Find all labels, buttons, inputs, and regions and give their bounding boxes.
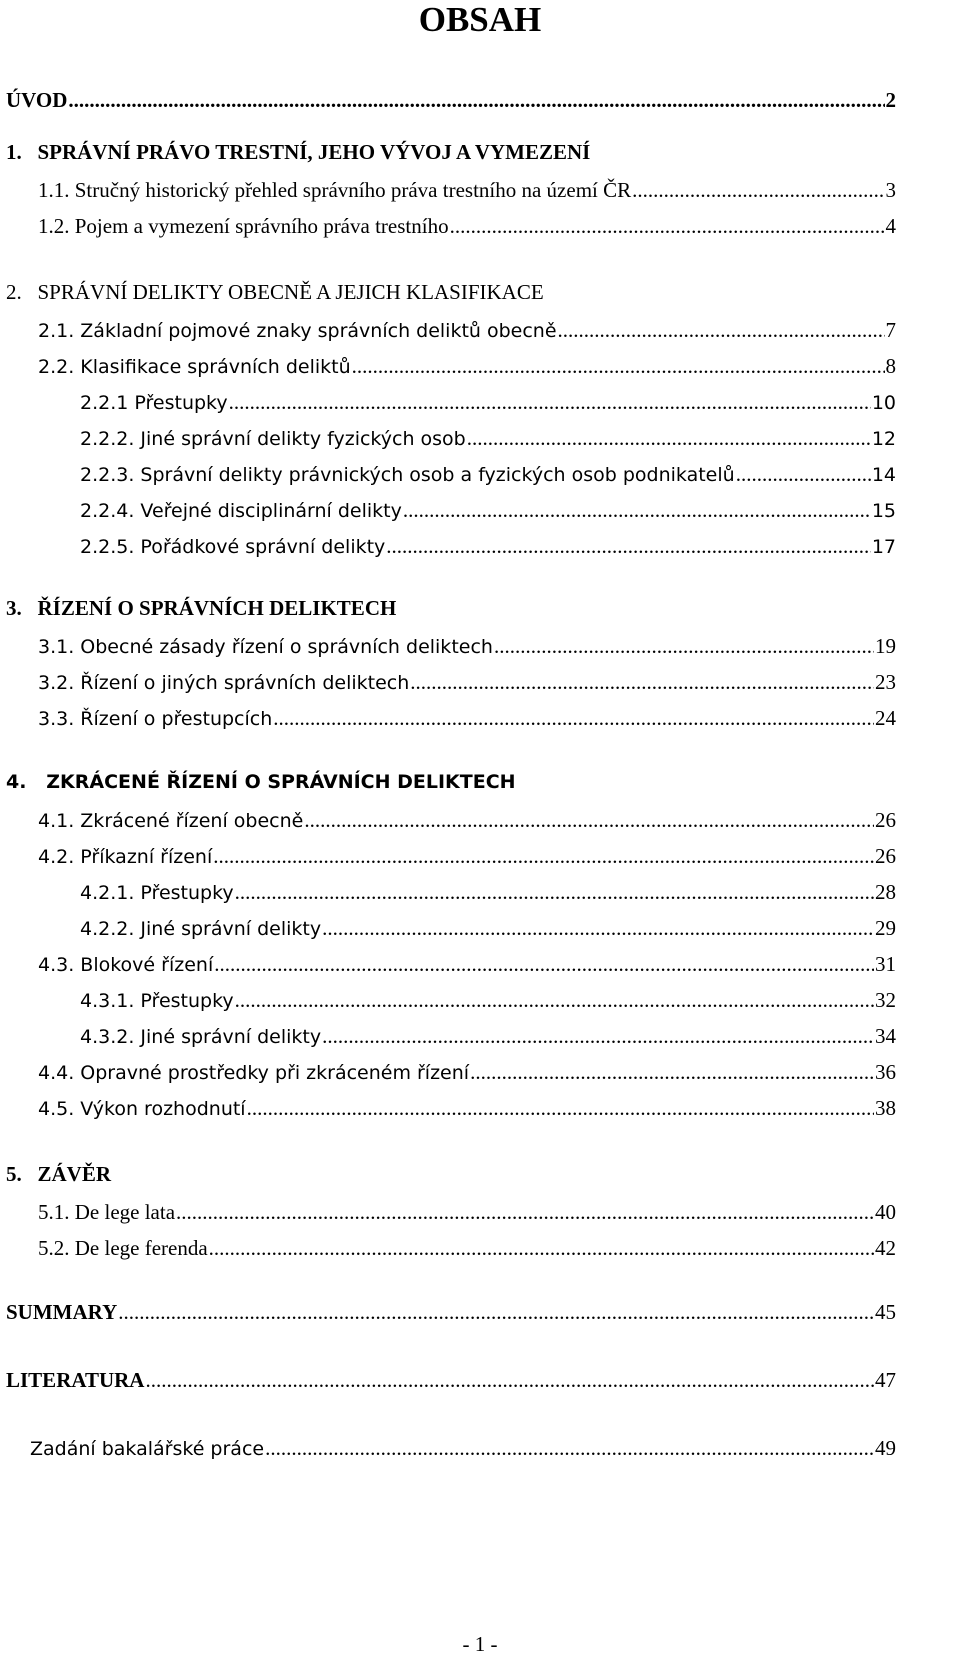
dot-leader <box>235 986 874 1014</box>
dot-leader <box>736 460 871 488</box>
toc-entry-label: 5.1. De lege lata <box>38 1200 176 1224</box>
toc-entry-page: 32 <box>875 988 896 1012</box>
toc-entry-label: ÚVOD <box>6 88 68 112</box>
toc-entry-label: 5.2. De lege ferenda <box>38 1236 208 1260</box>
toc-entry-page: 49 <box>875 1436 896 1460</box>
toc-entry-4-5[interactable] <box>38 1094 896 1122</box>
toc-entry-page: 38 <box>875 1096 896 1120</box>
toc-entry-4-4[interactable] <box>38 1058 896 1086</box>
toc-entry-4-3-1[interactable] <box>80 986 896 1014</box>
toc-entry-page: 42 <box>875 1236 896 1260</box>
dot-leader <box>118 1298 874 1326</box>
toc-entry-label: 4.3. Blokové řízení <box>38 954 214 976</box>
toc-entry-page: 29 <box>875 916 896 940</box>
toc-entry-label: 3.1. Obecné zásady řízení o správních deliktech <box>38 636 493 658</box>
dot-leader <box>450 212 885 240</box>
toc-entry-3-1[interactable] <box>38 632 896 660</box>
toc-entry-page: 31 <box>875 952 896 976</box>
toc-entry-page: 45 <box>875 1300 896 1324</box>
toc-entry-literatura[interactable] <box>6 1366 896 1394</box>
toc-entry-page: 3 <box>885 178 896 202</box>
toc-entry-5-2[interactable] <box>38 1234 896 1262</box>
toc-entry-2-2-5[interactable] <box>80 532 896 560</box>
toc-entry-2-2-3[interactable] <box>80 460 896 488</box>
toc-entry-page: 17 <box>871 536 896 558</box>
toc-entry-label: 2.2.3. Správní delikty právnických osob a fyzických osob podnikatelů <box>80 464 735 486</box>
dot-leader <box>494 632 874 660</box>
page-title: OBSAH <box>418 0 542 39</box>
dot-leader <box>322 914 874 942</box>
toc-entry-label: 2.2. Klasifikace správních deliktů <box>38 356 351 378</box>
toc-entry-label: 4.3.2. Jiné správní delikty <box>80 1026 322 1048</box>
dot-leader <box>265 1434 874 1462</box>
dot-leader <box>235 878 874 906</box>
toc-entry-2-2-2[interactable] <box>80 424 896 452</box>
toc-entry-3-2[interactable] <box>38 668 896 696</box>
toc-entry-label: 3.3. Řízení o přestupcích <box>38 708 273 730</box>
toc-entry-page: 28 <box>875 880 896 904</box>
toc-entry-4-2[interactable] <box>38 842 896 870</box>
dot-leader <box>176 1198 874 1226</box>
toc-entry-label: LITERATURA <box>6 1368 145 1392</box>
dot-leader <box>322 1022 874 1050</box>
dot-leader <box>273 704 874 732</box>
dot-leader <box>403 496 871 524</box>
toc-entry-page: 2 <box>885 88 896 112</box>
toc-entry-zadani[interactable] <box>30 1434 896 1462</box>
dot-leader <box>632 176 884 204</box>
toc-entry-label: 4.5. Výkon rozhodnutí <box>38 1098 246 1120</box>
toc-entry-label: 2.2.4. Veřejné disciplinární delikty <box>80 500 402 522</box>
dot-leader <box>213 842 874 870</box>
toc-chapter-5[interactable] <box>6 1160 896 1188</box>
toc-entry-page: 47 <box>875 1368 896 1392</box>
dot-leader <box>352 352 885 380</box>
toc-entry-label: 4.2.1. Přestupky <box>80 882 234 904</box>
toc-entry-2-1[interactable] <box>38 316 896 344</box>
dot-leader <box>209 1234 874 1262</box>
toc-chapter-label: 3. ŘÍZENÍ O SPRÁVNÍCH DELIKTECH <box>6 596 397 620</box>
toc-entry-label: 3.2. Řízení o jiných správních deliktech <box>38 672 410 694</box>
toc-entry-label: 4.2. Příkazní řízení <box>38 846 213 868</box>
dot-leader <box>247 1094 874 1122</box>
dot-leader <box>558 316 885 344</box>
dot-leader <box>410 668 874 696</box>
toc-entry-label: 4.4. Opravné prostředky při zkráceném řízení <box>38 1062 470 1084</box>
toc-entry-page: 15 <box>871 500 896 522</box>
toc-chapter-3[interactable] <box>6 594 896 622</box>
dot-leader <box>470 1058 874 1086</box>
toc-entry-page: 23 <box>875 670 896 694</box>
dot-leader <box>467 424 871 452</box>
toc-entry-page: 26 <box>875 808 896 832</box>
dot-leader <box>386 532 871 560</box>
toc-entry-page: 14 <box>871 464 896 486</box>
dot-leader <box>68 86 884 114</box>
toc-entry-page: 26 <box>875 844 896 868</box>
toc-entry-4-2-2[interactable] <box>80 914 896 942</box>
toc-chapter-label: 1. SPRÁVNÍ PRÁVO TRESTNÍ, JEHO VÝVOJ A VYMEZENÍ <box>6 140 591 164</box>
toc-entry-page: 19 <box>875 634 896 658</box>
toc-chapter-label: 4. ZKRÁCENÉ ŘÍZENÍ O SPRÁVNÍCH DELIKTECH <box>6 771 516 793</box>
toc-entry-page: 34 <box>875 1024 896 1048</box>
toc-entry-page: 12 <box>871 428 896 450</box>
toc-entry-uvod[interactable] <box>6 86 896 114</box>
toc-entry-4-1[interactable] <box>38 806 896 834</box>
toc-entry-3-3[interactable] <box>38 704 896 732</box>
toc-entry-label: 4.3.1. Přestupky <box>80 990 234 1012</box>
toc-chapter-1[interactable] <box>6 138 896 166</box>
toc-entry-label: 2.1. Základní pojmové znaky správních deliktů obecně <box>38 320 557 342</box>
toc-entry-page: 36 <box>875 1060 896 1084</box>
toc-entry-5-1[interactable] <box>38 1198 896 1226</box>
dot-leader <box>214 950 874 978</box>
toc-chapter-2[interactable] <box>6 278 896 306</box>
toc-entry-page: 7 <box>885 318 896 342</box>
toc-entry-page: 10 <box>871 392 896 414</box>
toc-entry-2-2-4[interactable] <box>80 496 896 524</box>
toc-entry-label: SUMMARY <box>6 1300 118 1324</box>
toc-entry-4-3[interactable] <box>38 950 896 978</box>
dot-leader <box>304 806 874 834</box>
toc-chapter-4[interactable] <box>6 768 896 796</box>
toc-entry-label: Zadání bakalářské práce <box>30 1438 265 1460</box>
toc-entry-summary[interactable] <box>6 1298 896 1326</box>
toc-entry-page: 4 <box>885 214 896 238</box>
toc-entry-label: 2.2.1 Přestupky <box>80 392 228 414</box>
toc-entry-1-2[interactable] <box>38 212 896 240</box>
dot-leader <box>145 1366 874 1394</box>
toc-entry-label: 4.1. Zkrácené řízení obecně <box>38 810 304 832</box>
toc-entry-label: 2.2.5. Pořádkové správní delikty <box>80 536 386 558</box>
toc-entry-label: 2.2.2. Jiné správní delikty fyzických osob <box>80 428 466 450</box>
toc-entry-label: 1.2. Pojem a vymezení správního práva trestního <box>38 214 449 238</box>
toc-entry-page: 40 <box>875 1200 896 1224</box>
toc-entry-label: 4.2.2. Jiné správní delikty <box>80 918 322 940</box>
toc-entry-4-2-1[interactable] <box>80 878 896 906</box>
toc-entry-1-1[interactable] <box>38 176 896 204</box>
toc-entry-2-2[interactable] <box>38 352 896 380</box>
toc-entry-2-2-1[interactable] <box>80 388 896 416</box>
dot-leader <box>229 388 871 416</box>
toc-entry-label: 1.1. Stručný historický přehled správního práva trestního na území ČR <box>38 178 632 202</box>
toc-chapter-label: 2. SPRÁVNÍ DELIKTY OBECNĚ A JEJICH KLASIFIKACE <box>6 280 544 304</box>
toc-entry-page: 24 <box>875 706 896 730</box>
toc-chapter-label: 5. ZÁVĚR <box>6 1162 112 1186</box>
toc-entry-4-3-2[interactable] <box>80 1022 896 1050</box>
toc-entry-page: 8 <box>885 354 896 378</box>
page-number: - 1 - <box>462 1632 498 1656</box>
